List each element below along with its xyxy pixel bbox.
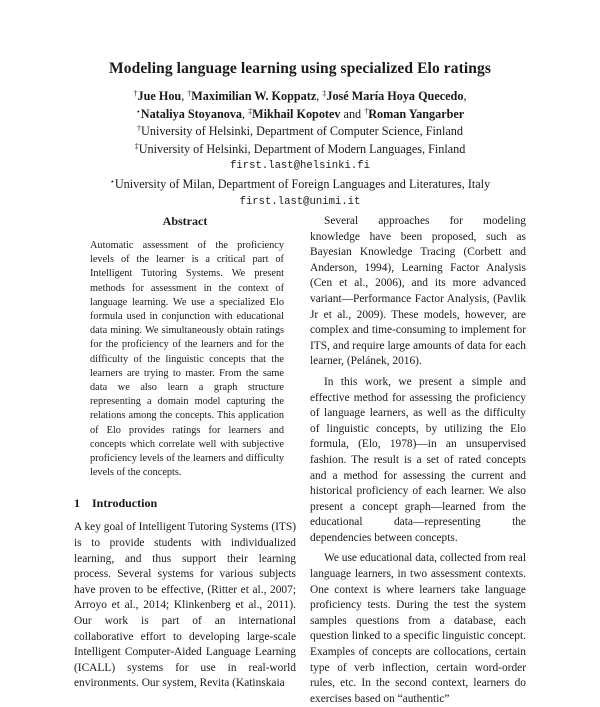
left-column (74, 214, 296, 692)
author-mark: † (364, 106, 369, 116)
body-paragraph: Several approaches for modeling knowledge have been proposed, such as Bayesian Knowledge Tracing (Corbett and Anderson, 1994), Learning Factor Analysis (Cen et al., 2006), and its more advanced variant—Performance Factor Analysis, (Pavlik Jr et al., 2009). These models, however, are complex and time-consuming to implement for ITS, and require large amounts of data for each learner, (Pelánek, 2016). (310, 215, 526, 368)
section-heading-introduction (74, 496, 296, 511)
author-mark: † (133, 89, 138, 98)
abstract-text: Automatic assessment of the proficiency levels of the learner is a critical part of Intelligent Tutoring Systems. We present methods for assessment in the context of language learning. We use a specialized Elo formula used in conjunction with educational data mining. We simultaneously obtain ratings for the proficiency of the learners and for the difficulty of the linguistic concepts that the learners are trying to master. From the same data we also learn a graph structure representing a domain model capturing the relations among the concepts. This application of Elo provides ratings for learners and concepts which correlate well with subjective proficiency levels of the learners and difficulty levels of the concepts. (90, 240, 284, 479)
intro-paragraph: A key goal of Intelligent Tutoring Systems (ITS) is to provide students with individualized learning, and thus support their learning process. Several systems for various subjects have proven to be effective, (Ritter et al., 2007; Arroyo et al., 2014; Klinkenberg et al., 2011). Our work is part of an international collaborative effort to developing large-scale Intelligent Computer-Aided Language Learning (ICALL) systems for use in real-world environments. Our system, Revita (Katinskaia (74, 521, 296, 690)
author-name: Maximilian W. Koppatz (191, 89, 317, 103)
right-column (310, 214, 526, 707)
section-number: 1 (74, 496, 80, 511)
author-name: Nataliya Stoyanova (140, 106, 243, 121)
affiliation-1: †University of Helsinki, Department of Computer Science, Finland (137, 124, 463, 139)
section-title: Introduction (92, 496, 158, 511)
author-name: Mikhail Kopotev (252, 106, 341, 121)
author-mark: ‡ (248, 106, 253, 116)
author-mark: ⋆ (135, 106, 141, 116)
author-line-1: †Jue Hou, †Maximilian W. Koppatz, ‡José María Hoya Quecedo, (133, 89, 467, 103)
author-block (0, 88, 600, 211)
author-name: Jue Hou (137, 89, 182, 103)
body-paragraph: We use educational data, collected from real language learners, in two assessment contexts. One context is where learners take language proficiency tests. During the test the system samples questions from a database, each question linked to a specific linguistic concept. Examples of concepts are collocations, certain type of verb inflection, certain word-order rules, etc. In the second context, learners do exercises based on “authentic” (310, 552, 526, 705)
body-paragraph: In this work, we present a simple and effective method for assessing the proficiency of language learners, as well as the difficulty of linguistic concepts, by utilizing the Elo formula, (Elo, 1978)—in an unsupervised fashion. The result is a set of rated concepts and a method for assessing the current and historical proficiency of each learner. We also present a concept graph—learned from the educational data—representing the dependencies between concepts. (310, 375, 526, 544)
author-name: Roman Yangarber (368, 106, 465, 121)
author-mark: ‡ (322, 89, 327, 98)
paper-title: Modeling language learning using specialized Elo ratings (109, 60, 491, 77)
author-line-2: ⋆Nataliya Stoyanova, ‡Mikhail Kopotev and †Roman Yangarber (135, 106, 465, 121)
email-helsinki: first.last@helsinki.fi (230, 160, 370, 173)
email-milan: first.last@unimi.it (239, 195, 361, 208)
author-mark: † (187, 89, 192, 98)
abstract-heading: Abstract (162, 214, 208, 228)
affiliation-2: ‡University of Helsinki, Department of Modern Languages, Finland (134, 141, 466, 156)
author-name: José María Hoya Quecedo (326, 89, 464, 103)
affiliation-3: ⋆University of Milan, Department of Foreign Languages and Literatures, Italy (109, 176, 491, 191)
